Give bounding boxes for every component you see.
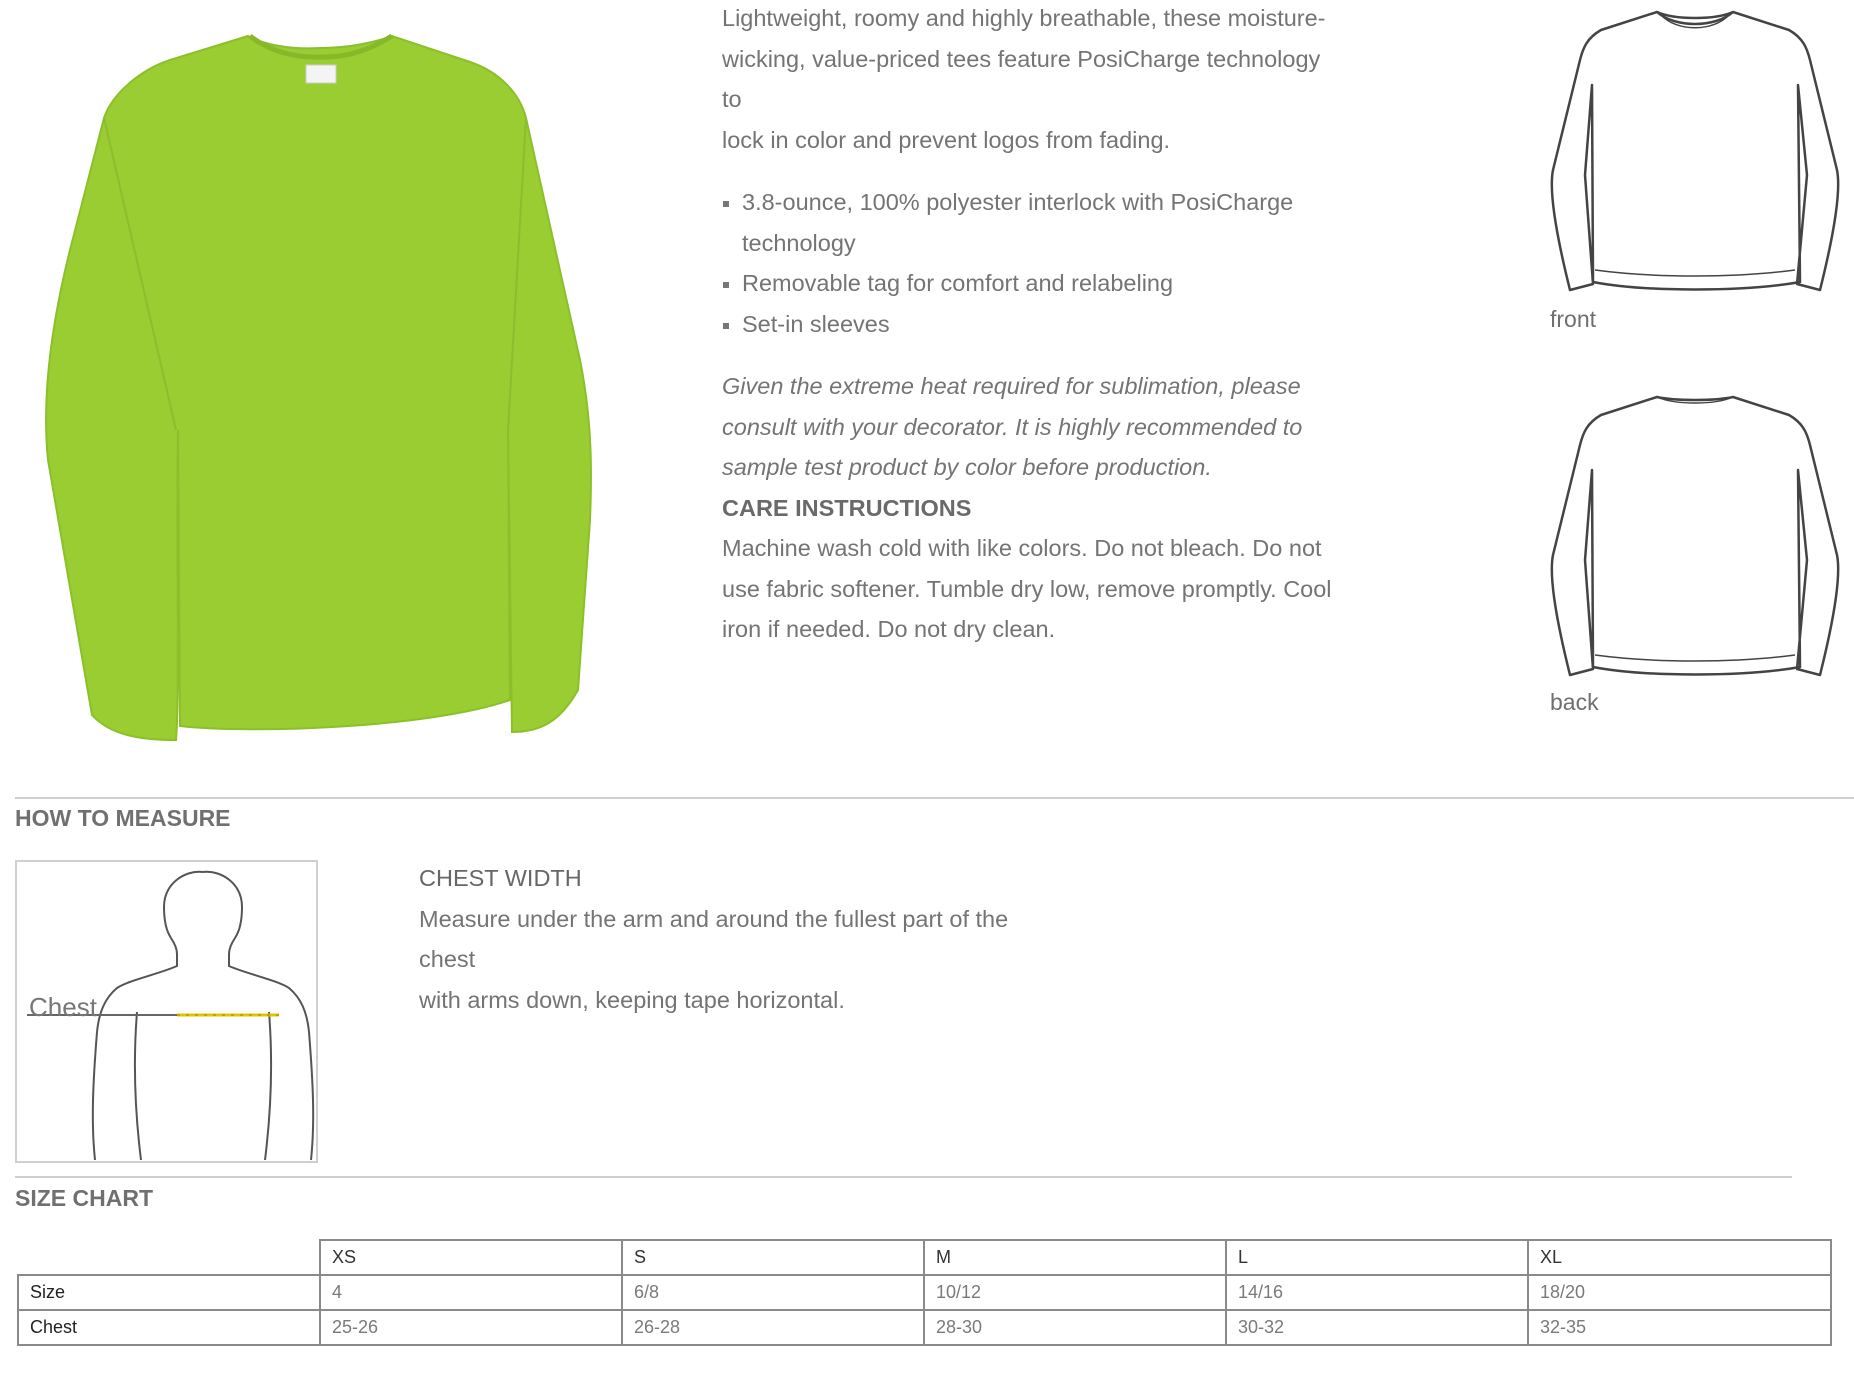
product-photo: [0, 0, 600, 760]
chest-label: Chest: [29, 992, 97, 1022]
front-label: front: [1550, 306, 1597, 332]
care-line: Machine wash cold with like colors. Do not bleach. Do not: [722, 535, 1322, 561]
care-instructions-title: CARE INSTRUCTIONS: [722, 494, 972, 521]
size-chart-title: SIZE CHART: [15, 1185, 153, 1211]
size-column-header: S: [622, 1240, 924, 1275]
table-cell: 30-32: [1226, 1310, 1528, 1345]
table-cell: 4: [320, 1275, 622, 1310]
sublimation-note-line: consult with your decorator. It is highly recommended to: [722, 413, 1303, 440]
flat-sketch-back: [1545, 385, 1845, 685]
table-cell: 25-26: [320, 1310, 622, 1345]
intro-line: Lightweight, roomy and highly breathable, these moisture-: [722, 5, 1326, 31]
feature-item: Set-in sleeves: [722, 304, 1332, 345]
feature-item: Removable tag for comfort and relabeling: [722, 263, 1332, 304]
table-corner-cell: [18, 1240, 320, 1275]
table-row: [18, 1275, 1831, 1310]
table-cell: 6/8: [622, 1275, 924, 1310]
back-label: back: [1550, 689, 1599, 715]
sublimation-note-line: Given the extreme heat required for sublimation, please: [722, 373, 1301, 399]
sublimation-note-line: sample test product by color before production.: [722, 454, 1212, 480]
measure-heading: CHEST WIDTH: [419, 865, 582, 891]
flat-sketch-front: [1545, 0, 1845, 300]
table-cell: 10/12: [924, 1275, 1226, 1310]
measure-instructions: [419, 858, 1059, 1020]
size-column-header: L: [1226, 1240, 1528, 1275]
table-cell: 14/16: [1226, 1275, 1528, 1310]
table-row: [18, 1310, 1831, 1345]
how-to-measure-title: HOW TO MEASURE: [15, 805, 231, 831]
care-line: iron if needed. Do not dry clean.: [722, 616, 1056, 642]
size-column-header: XL: [1528, 1240, 1831, 1275]
intro-line: wicking, value-priced tees feature PosiCharge technology to: [722, 45, 1321, 112]
table-cell: 26-28: [622, 1310, 924, 1345]
product-description: [722, 0, 1332, 650]
table-cell: 32-35: [1528, 1310, 1831, 1345]
size-column-header: M: [924, 1240, 1226, 1275]
table-cell: 18/20: [1528, 1275, 1831, 1310]
section-divider: [15, 797, 1854, 799]
feature-item: 3.8-ounce, 100% polyester interlock with PosiCharge technology: [722, 182, 1332, 263]
measure-line: with arms down, keeping tape horizontal.: [419, 986, 845, 1013]
intro-line: lock in color and prevent logos from fading.: [722, 126, 1171, 153]
long-sleeve-shirt-photo: [46, 36, 591, 740]
care-line: use fabric softener. Tumble dry low, remove promptly. Cool: [722, 575, 1332, 602]
feature-list: [722, 182, 1332, 344]
measure-line: Measure under the arm and around the fullest part of the chest: [419, 905, 1009, 972]
table-cell: 28-30: [924, 1310, 1226, 1345]
size-chart-table: [17, 1239, 1832, 1346]
row-label: Chest: [18, 1310, 320, 1345]
section-divider: [15, 1176, 1792, 1178]
size-column-header: XS: [320, 1240, 622, 1275]
row-label: Size: [18, 1275, 320, 1310]
measure-figure: [15, 860, 318, 1163]
table-header-row: [18, 1240, 1831, 1275]
